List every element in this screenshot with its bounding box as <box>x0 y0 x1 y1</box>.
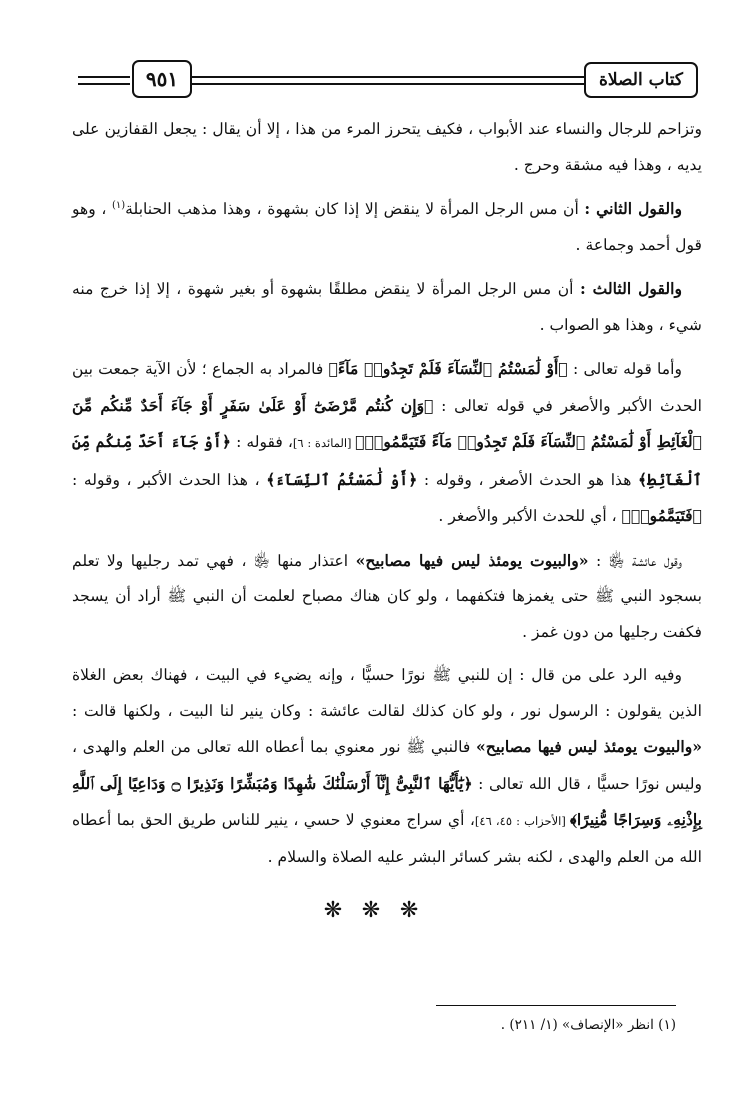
quran-verse-3: ﴿أَوْ جَآءَ أَحَدٌ مِّنكُم مِّنَ ٱلْغَآئِطِ﴾ <box>72 432 702 489</box>
quran-verse-2: ﴿وَإِن كُنتُم مَّرْضَىٰٓ أَوْ عَلَىٰ سَفَرٍ أَوْ جَآءَ أَحَدٌ مِّنكُم مِّنَ ٱلْغَآئِطِ أَوْ لَٰمَسْتُمُ ٱلنِّسَآءَ فَلَمْ تَجِدُوا۟ مَآءً فَتَيَمَّمُوا۟﴾ <box>72 395 702 451</box>
footnote-1: (١) انظر «الإنصاف» (١/ ٢١١) . <box>500 1017 676 1033</box>
p1-text: وتزاحم للرجال والنساء عند الأبواب ، فكيف يتحرز المرء من هذا ، إلا أن يقال : يجعل القفازين على يديه ، وهذا فيه مشقة وحرج . <box>72 120 702 174</box>
paragraph-2 <box>72 191 702 263</box>
paragraph-1 <box>72 112 702 183</box>
salawat-icon: ﷺ <box>595 587 614 605</box>
quran-verse-5: ﴿فَتَيَمَّمُوا۟﴾ <box>621 506 702 525</box>
p3-text: أن مس الرجل المرأة لا ينقض مطلقًا بشهوة أو بغير شهوة ، إلا إذا خرج منه شيء ، وهذا هو الصواب . <box>72 280 702 334</box>
p5-e: حتى يغمزها فتكفهما ، ولو كان هناك مصباح لعلمت أن النبي <box>186 587 596 605</box>
salawat-icon: ﷺ <box>432 666 452 684</box>
p6-c: فالنبي <box>425 738 477 756</box>
quran-verse-6: ﴿يَٰٓأَيُّهَا ٱلنَّبِىُّ إِنَّآ أَرْسَلْنَٰكَ شَٰهِدًا وَمُبَشِّرًا وَنَذِيرًا ۝ وَدَاعِيًا إِلَى ٱللَّهِ بِإِذْنِهِۦ وَسِرَاجًا مُّنِيرًا﴾ <box>72 773 703 829</box>
p4-c: ، فقوله : <box>231 433 293 451</box>
p2-tail: ، وهو قول أحمد وجماعة . <box>72 200 702 254</box>
p6-b: نورًا حسيًّا ، وإنه يضيء في البيت ، فهناك بعض الغلاة الذين يقولون : الرسول نور ، ولو كان كذلك لقالت عائشة : وكان ينير لنا البيت ، ولكنها قالت : <box>72 666 702 720</box>
p6-e: ، أي سراج معنوي لا حسي ، ينير للناس طريق الحق بما أعطاه الله من العلم والهدى ، لكنه بشر كسائر البشر عليه الصلاة والسلام . <box>72 811 702 866</box>
p5-b: : <box>588 551 609 570</box>
main-text <box>72 112 702 883</box>
header-rule-left-top <box>78 76 130 78</box>
paragraph-5 <box>72 543 702 651</box>
header-rule-middle-bottom <box>190 83 590 85</box>
p5-d: ، فهي تمد رجليها ولا تعلم بسجود النبي <box>72 551 702 605</box>
header-rule-middle-top <box>190 76 590 78</box>
third-opinion-heading: والقول الثالث : <box>579 279 682 298</box>
quran-verse-1: ﴿أَوْ لَٰمَسْتُمُ ٱلنِّسَآءَ فَلَمْ تَجِدُوا۟ مَآءً﴾ <box>328 359 568 378</box>
header-rule-left-bottom <box>78 83 130 85</box>
paragraph-3 <box>72 271 702 343</box>
verse-reference-2: [الأحزاب : ٤٥، ٤٦] <box>474 814 570 828</box>
honorific-icon: ﵂ <box>253 551 270 570</box>
footnote-separator <box>436 1005 676 1006</box>
p5-c: اعتذار منها <box>269 551 356 570</box>
p4-d: هذا هو الحدث الأصغر ، وقوله : <box>417 470 639 489</box>
section-divider-stars: ❋ ❋ ❋ <box>323 898 425 923</box>
honorific-icon: ﵂ <box>608 551 625 570</box>
second-opinion-heading: والقول الثاني : <box>584 199 682 218</box>
paragraph-6 <box>72 658 702 875</box>
salawat-icon: ﷺ <box>167 587 187 605</box>
quran-verse-4: ﴿أَوْ لَٰمَسْتُمُ ٱلنِّسَآءَ﴾ <box>266 469 418 489</box>
hadith-quote-1: «والبيوت يومئذ ليس فيها مصابيح» <box>355 550 589 570</box>
p4-e: ، هذا الحدث الأكبر ، وقوله : <box>72 470 267 489</box>
verse-reference-1: [المائدة : ٦] <box>292 436 356 450</box>
p6-d: نور معنوي بما أعطاه الله تعالى من العلم والهدى ، وليس نورًا حسيًّا ، قال الله تعالى : <box>72 738 702 793</box>
p4-a: وأما قوله تعالى : <box>567 360 683 378</box>
p5-f: أراد أن يسجد فكفت رجليها من دون غمز . <box>72 587 702 641</box>
salawat-icon: ﷺ <box>406 738 426 756</box>
p4-f: ، أي للحدث الأكبر والأصغر . <box>438 507 622 525</box>
p5-a: وقول عائشة <box>624 551 682 570</box>
book-title: كتاب الصلاة <box>584 62 698 98</box>
p4-b: فالمراد به الجماع ؛ لأن الآية جمعت بين الحدث الأكبر والأصغر في قوله تعالى : <box>72 360 702 415</box>
p2-text: أن مس الرجل المرأة لا ينقض إلا إذا كان بشهوة ، وهذا مذهب الحنابلة <box>125 200 585 218</box>
page-header <box>78 58 698 100</box>
footnote-marker-1[interactable]: (١) <box>111 199 126 211</box>
paragraph-4 <box>72 351 702 535</box>
page-number: ٩٥١ <box>132 60 192 98</box>
hadith-quote-2: «والبيوت يومئذ ليس فيها مصابيح» <box>476 737 702 756</box>
p6-a: وفيه الرد على من قال : إن للنبي <box>451 666 682 684</box>
